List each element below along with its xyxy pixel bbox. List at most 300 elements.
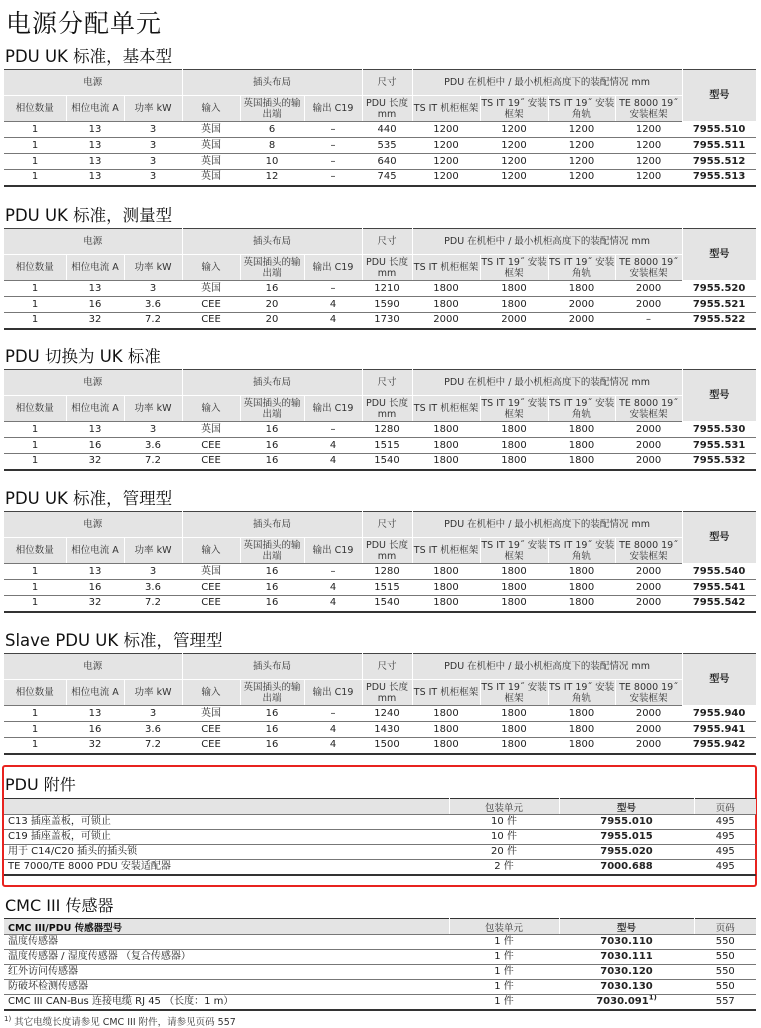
cell-ts-it-19-rail: 1800 (548, 281, 615, 297)
cell-phase-count: 1 (4, 580, 66, 596)
cell-length: 535 (362, 138, 412, 154)
accessory-page: 495 (694, 815, 756, 830)
header-plug-layout: 插头布局 (182, 654, 362, 680)
header-uk-outputs: 英国插头的输出端 (240, 680, 304, 706)
header-size: 尺寸 (362, 70, 412, 96)
header-pdu-length: PDU 长度 mm (362, 96, 412, 122)
accessory-name: 用于 C14/C20 插头的插头锁 (4, 845, 449, 860)
cell-phase-current: 13 (66, 706, 124, 722)
cell-ts-it-19-rail: 1800 (548, 580, 615, 596)
sensor-model: 7030.130 (600, 981, 653, 992)
page-title: 电源分配单元 (6, 9, 163, 38)
cell-ts-it-frame: 1200 (412, 122, 480, 138)
header-model: 型号 (682, 229, 756, 281)
header-te8000-19-frame: TE 8000 19˝ 安装框架 (615, 96, 682, 122)
accessories-header-page: 页码 (694, 799, 756, 815)
header-fit-note: PDU 在机柜中 / 最小机柜高度下的装配情况 mm (412, 70, 682, 96)
sensor-name: 温度传感器 / 湿度传感器 （复合传感器） (4, 950, 449, 965)
list-item (4, 860, 756, 876)
cell-ts-it-frame: 1800 (412, 297, 480, 313)
header-c19-outputs: 输出 C19 (304, 255, 362, 281)
header-plug-layout: 插头布局 (182, 512, 362, 538)
sensor-page: 550 (694, 950, 756, 965)
cell-uk-outputs: 16 (240, 422, 304, 438)
header-ts-it-frame: TS IT 机柜框架 (412, 96, 480, 122)
cell-length: 440 (362, 122, 412, 138)
pdu-section (4, 489, 756, 613)
cell-ts-it-19-frame: 1800 (480, 564, 548, 580)
cell-length: 1590 (362, 297, 412, 313)
cell-power: 3 (124, 706, 182, 722)
cell-length: 1210 (362, 281, 412, 297)
cell-te8000-frame: 2000 (615, 281, 682, 297)
cell-c19-outputs: – (304, 706, 362, 722)
cell-phase-count: 1 (4, 564, 66, 580)
cell-input: CEE (182, 297, 240, 313)
cell-c19-outputs: – (304, 281, 362, 297)
cell-power: 3 (124, 138, 182, 154)
header-fit-note: PDU 在机柜中 / 最小机柜高度下的装配情况 mm (412, 229, 682, 255)
cell-phase-current: 13 (66, 138, 124, 154)
table-row (4, 422, 756, 438)
cell-phase-current: 16 (66, 722, 124, 738)
list-item (4, 815, 756, 830)
cell-phase-current: 32 (88, 739, 102, 751)
accessory-name: C19 插座盖板，可锁止 (4, 830, 449, 845)
cell-phase-count: 1 (31, 171, 39, 183)
table-row (4, 706, 756, 722)
header-uk-outputs: 英国插头的输出端 (240, 96, 304, 122)
sensor-model-cell (559, 950, 694, 965)
cell-phase-count: 1 (31, 314, 39, 326)
cell-ts-it-19-frame: 1800 (501, 597, 527, 609)
cell-uk-outputs: 16 (240, 706, 304, 722)
cell-phase-count: 1 (4, 722, 66, 738)
cell-input: 英国 (182, 154, 240, 170)
cell-ts-it-19-rail: 1800 (548, 706, 615, 722)
cell-uk-outputs: 20 (240, 297, 304, 313)
cell-c19-outputs: – (304, 154, 362, 170)
header-phase-count: 相位数量 (4, 538, 66, 564)
cell-ts-it-frame: 1800 (412, 281, 480, 297)
cell-te8000-frame: 1200 (635, 171, 662, 183)
cell-ts-it-19-frame: 1200 (480, 122, 548, 138)
cell-ts-it-19-frame: 1800 (480, 580, 548, 596)
pdu-section-title: Slave PDU UK 标准，管理型 (5, 631, 223, 650)
cell-c19-outputs: – (304, 564, 362, 580)
cell-c19-outputs: 4 (304, 722, 362, 738)
cell-ts-it-frame: 1800 (412, 706, 480, 722)
list-item (4, 965, 756, 980)
footnote-text: 其它电缆长度请参见 CMC III 附件，请参见页码 557 (11, 1017, 236, 1028)
cell-phase-current: 13 (66, 422, 124, 438)
cell-model: 7955.512 (682, 154, 756, 170)
header-input: 输入 (182, 96, 240, 122)
header-size: 尺寸 (362, 654, 412, 680)
cell-power: 3.6 (124, 580, 182, 596)
cell-ts-it-19-frame: 1800 (480, 281, 548, 297)
sensor-model-footnote-mark: 1) (648, 994, 657, 1002)
cell-length: 1540 (374, 455, 400, 467)
sensor-pack: 1 件 (449, 980, 559, 995)
cell-length: 1280 (362, 422, 412, 438)
cell-power: 3 (149, 171, 157, 183)
sensor-page: 557 (694, 995, 756, 1011)
cell-input: CEE (182, 580, 240, 596)
table-row (4, 154, 756, 170)
accessory-name: TE 7000/TE 8000 PDU 安装适配器 (8, 861, 171, 872)
accessory-pack: 20 件 (449, 845, 559, 860)
cell-length: 1240 (362, 706, 412, 722)
cell-power: 3 (124, 422, 182, 438)
cell-input: 英国 (201, 171, 222, 183)
header-fit-note: PDU 在机柜中 / 最小机柜高度下的装配情况 mm (412, 512, 682, 538)
header-te8000-19-frame: TE 8000 19˝ 安装框架 (615, 680, 682, 706)
header-power: 电源 (4, 229, 182, 255)
header-model: 型号 (682, 70, 756, 122)
cell-ts-it-frame: 1800 (412, 580, 480, 596)
accessory-pack: 10 件 (449, 815, 559, 830)
cell-te8000-frame: 2000 (615, 706, 682, 722)
cell-model: 7955.511 (682, 138, 756, 154)
cell-ts-it-19-rail: 1200 (548, 122, 615, 138)
header-size: 尺寸 (362, 229, 412, 255)
cell-model: 7955.940 (682, 706, 756, 722)
cell-power: 7.2 (145, 597, 161, 609)
sensor-page: 550 (694, 980, 756, 995)
header-pdu-length: PDU 长度 mm (362, 538, 412, 564)
cell-model: 7955.542 (692, 597, 746, 609)
header-input: 输入 (182, 538, 240, 564)
table-row (4, 313, 756, 329)
cell-uk-outputs: 16 (240, 580, 304, 596)
cell-c19-outputs: 4 (329, 455, 337, 467)
pdu-header-row-columns (4, 255, 756, 281)
header-plug-layout: 插头布局 (182, 229, 362, 255)
header-plug-layout: 插头布局 (182, 370, 362, 396)
cell-input: CEE (182, 722, 240, 738)
pdu-header-row-columns (4, 396, 756, 422)
cell-ts-it-19-frame: 1200 (480, 154, 548, 170)
cell-length: 1430 (362, 722, 412, 738)
accessories-header-row (4, 799, 756, 815)
header-ts-it-frame: TS IT 机柜框架 (412, 396, 480, 422)
cell-uk-outputs: 10 (240, 154, 304, 170)
cell-te8000-frame: 2000 (615, 580, 682, 596)
cell-te8000-frame: 2000 (615, 722, 682, 738)
list-item (4, 950, 756, 965)
cell-ts-it-frame: 1800 (412, 722, 480, 738)
cell-phase-current: 13 (66, 154, 124, 170)
header-size: 尺寸 (362, 370, 412, 396)
cell-ts-it-19-rail: 1800 (568, 455, 595, 467)
cell-uk-outputs: 8 (240, 138, 304, 154)
cell-phase-count: 1 (4, 422, 66, 438)
cell-power: 3 (124, 122, 182, 138)
cell-input: 英国 (182, 564, 240, 580)
list-item (4, 845, 756, 860)
cell-ts-it-19-rail: 1800 (548, 422, 615, 438)
header-c19-outputs: 输出 C19 (304, 96, 362, 122)
cell-ts-it-19-frame: 1800 (480, 422, 548, 438)
sensor-model-cell (559, 980, 694, 995)
cell-power: 3 (124, 564, 182, 580)
header-ts-it-19-rail: TS IT 19˝ 安装角轨 (548, 97, 615, 120)
accessory-name: C13 插座盖板，可锁止 (4, 815, 449, 830)
header-input: 输入 (182, 396, 240, 422)
header-power: 电源 (4, 654, 182, 680)
cell-input: CEE (201, 739, 221, 751)
header-input: 输入 (182, 255, 240, 281)
cell-uk-outputs: 16 (265, 455, 279, 467)
cell-phase-count: 1 (31, 739, 39, 751)
header-power-kw: 功率 kW (124, 255, 182, 281)
table-row (4, 138, 756, 154)
cell-c19-outputs: – (304, 138, 362, 154)
header-ts-it-19-frame: TS IT 19˝ 安装框架 (481, 681, 547, 704)
cell-ts-it-frame: 2000 (433, 314, 459, 326)
cell-ts-it-19-frame: 1800 (501, 455, 527, 467)
cell-power: 7.2 (145, 739, 161, 751)
cell-uk-outputs: 16 (240, 281, 304, 297)
cell-te8000-frame: 1200 (615, 122, 682, 138)
cell-c19-outputs: 4 (304, 580, 362, 596)
sensor-page: 550 (694, 935, 756, 950)
cell-ts-it-19-frame: 1800 (480, 722, 548, 738)
cell-uk-outputs: 16 (265, 597, 279, 609)
cell-ts-it-19-frame: 1200 (501, 171, 527, 183)
cell-c19-outputs: 4 (329, 314, 337, 326)
cell-te8000-frame: 2000 (615, 564, 682, 580)
pdu-header-row-group (4, 70, 756, 96)
cell-input: CEE (182, 438, 240, 454)
sensors-title: CMC III 传感器 (5, 896, 114, 915)
pdu-header-row-group (4, 512, 756, 538)
pdu-table (4, 653, 756, 755)
cell-ts-it-19-rail: 1200 (548, 138, 615, 154)
cell-ts-it-19-frame: 1800 (480, 438, 548, 454)
cell-power: 7.2 (145, 455, 161, 467)
cell-te8000-frame: – (646, 314, 652, 326)
header-power-kw: 功率 kW (124, 396, 182, 422)
cell-model: 7955.941 (682, 722, 756, 738)
cell-model: 7955.540 (682, 564, 756, 580)
header-ts-it-frame: TS IT 机柜框架 (412, 680, 480, 706)
cell-model: 7955.532 (692, 455, 746, 467)
cell-ts-it-frame: 1800 (433, 739, 459, 751)
table-row (4, 738, 756, 754)
cell-ts-it-19-frame: 2000 (501, 314, 527, 326)
sensor-model-cell (559, 995, 694, 1011)
header-ts-it-19-frame: TS IT 19˝ 安装框架 (481, 256, 547, 279)
header-ts-it-19-rail: TS IT 19˝ 安装角轨 (548, 397, 615, 420)
cell-ts-it-19-rail: 1800 (568, 739, 595, 751)
accessory-model: 7955.010 (559, 815, 694, 830)
sensor-page: 550 (694, 965, 756, 980)
cell-model: 7955.513 (692, 171, 746, 183)
cell-power: 3.6 (124, 438, 182, 454)
sensor-pack: 1 件 (449, 995, 559, 1011)
pdu-table (4, 511, 756, 613)
header-phase-current: 相位电流 A (66, 96, 124, 122)
pdu-section-title: PDU UK 标准，基本型 (5, 47, 173, 66)
accessories-section (4, 775, 756, 876)
sensor-name: CMC III CAN-Bus 连接电缆 RJ 45 （长度：1 m） (8, 996, 234, 1007)
cell-phase-current: 13 (66, 281, 124, 297)
cell-ts-it-19-frame: 1800 (480, 706, 548, 722)
cell-input: CEE (201, 597, 221, 609)
pdu-header-row-group (4, 370, 756, 396)
header-phase-count: 相位数量 (4, 255, 66, 281)
header-pdu-length: PDU 长度 mm (362, 255, 412, 281)
cell-c19-outputs: 4 (304, 438, 362, 454)
cell-uk-outputs: 16 (240, 438, 304, 454)
header-phase-current: 相位电流 A (66, 255, 124, 281)
cell-uk-outputs: 12 (265, 171, 279, 183)
pdu-header-row-columns (4, 96, 756, 122)
cell-phase-count: 1 (4, 138, 66, 154)
pdu-table (4, 369, 756, 471)
cell-ts-it-frame: 1800 (412, 564, 480, 580)
accessories-header-name (4, 799, 449, 815)
cell-length: 745 (377, 171, 397, 183)
cell-phase-count: 1 (4, 706, 66, 722)
cell-input: CEE (201, 455, 221, 467)
list-item (4, 980, 756, 995)
cell-input: CEE (201, 314, 221, 326)
header-phase-count: 相位数量 (4, 680, 66, 706)
cell-length: 1500 (374, 739, 400, 751)
cell-c19-outputs: – (304, 422, 362, 438)
header-plug-layout: 插头布局 (182, 70, 362, 96)
cell-ts-it-frame: 1200 (433, 171, 459, 183)
header-size: 尺寸 (362, 512, 412, 538)
sensor-name: 红外访问传感器 (4, 965, 449, 980)
pdu-section (4, 631, 756, 755)
cell-te8000-frame: 2000 (635, 455, 662, 467)
cell-power: 3.6 (124, 297, 182, 313)
cell-phase-count: 1 (4, 122, 66, 138)
header-power-kw: 功率 kW (124, 96, 182, 122)
header-power: 电源 (4, 70, 182, 96)
accessory-page: 495 (694, 845, 756, 860)
cell-uk-outputs: 16 (240, 564, 304, 580)
cell-phase-current: 32 (88, 597, 102, 609)
header-c19-outputs: 输出 C19 (304, 396, 362, 422)
cell-input: 英国 (182, 706, 240, 722)
cell-phase-count: 1 (4, 297, 66, 313)
cell-phase-count: 1 (31, 455, 39, 467)
pdu-header-row-columns (4, 680, 756, 706)
sensor-model: 7030.111 (600, 951, 653, 962)
cell-model: 7955.531 (682, 438, 756, 454)
cell-phase-current: 32 (88, 455, 102, 467)
cell-ts-it-19-frame: 1200 (480, 138, 548, 154)
accessory-page: 495 (694, 860, 756, 876)
pdu-section (4, 347, 756, 471)
table-row (4, 170, 756, 186)
cell-model: 7955.521 (682, 297, 756, 313)
header-power-kw: 功率 kW (124, 538, 182, 564)
cell-phase-count: 1 (4, 438, 66, 454)
header-power-kw: 功率 kW (124, 680, 182, 706)
table-row (4, 596, 756, 612)
header-phase-current: 相位电流 A (66, 396, 124, 422)
accessories-header-pack: 包装单元 (449, 799, 559, 815)
cell-length: 1515 (362, 438, 412, 454)
cell-phase-current: 16 (66, 297, 124, 313)
cell-model: 7955.541 (682, 580, 756, 596)
cell-power: 3.6 (124, 722, 182, 738)
table-row (4, 122, 756, 138)
header-fit-note: PDU 在机柜中 / 最小机柜高度下的装配情况 mm (412, 654, 682, 680)
cell-uk-outputs: 16 (265, 739, 279, 751)
cell-model: 7955.520 (682, 281, 756, 297)
cell-ts-it-frame: 1800 (433, 455, 459, 467)
cell-ts-it-frame: 1800 (412, 438, 480, 454)
header-ts-it-19-rail: TS IT 19˝ 安装角轨 (548, 539, 615, 562)
header-ts-it-19-rail: TS IT 19˝ 安装角轨 (548, 681, 615, 704)
cell-c19-outputs: 4 (329, 739, 337, 751)
header-uk-outputs: 英国插头的输出端 (240, 255, 304, 281)
header-phase-count: 相位数量 (4, 96, 66, 122)
header-model: 型号 (682, 370, 756, 422)
footnote-mark: 1) (4, 1014, 12, 1023)
cell-ts-it-19-rail: 2000 (548, 297, 615, 313)
sensors-header-type: CMC III/PDU 传感器型号 (4, 919, 449, 935)
cell-ts-it-19-rail: 1800 (568, 597, 595, 609)
sensor-model-cell (559, 965, 694, 980)
pdu-section (4, 206, 756, 330)
sensors-header-row (4, 919, 756, 935)
sensors-header-model: 型号 (559, 919, 694, 935)
pdu-header-row-columns (4, 538, 756, 564)
accessories-header-model: 型号 (559, 799, 694, 815)
header-ts-it-19-frame: TS IT 19˝ 安装框架 (481, 97, 547, 120)
cell-length: 1515 (362, 580, 412, 596)
header-ts-it-frame: TS IT 机柜框架 (412, 255, 480, 281)
cell-c19-outputs: – (330, 171, 336, 183)
accessory-model: 7955.015 (559, 830, 694, 845)
table-row (4, 564, 756, 580)
header-te8000-19-frame: TE 8000 19˝ 安装框架 (615, 255, 682, 281)
header-phase-current: 相位电流 A (66, 538, 124, 564)
cell-ts-it-frame: 1200 (412, 138, 480, 154)
header-uk-outputs: 英国插头的输出端 (240, 396, 304, 422)
cell-te8000-frame: 1200 (615, 154, 682, 170)
header-power: 电源 (4, 512, 182, 538)
header-pdu-length: PDU 长度 mm (362, 680, 412, 706)
cell-input: 英国 (182, 138, 240, 154)
sensor-model-cell (559, 935, 694, 950)
header-c19-outputs: 输出 C19 (304, 680, 362, 706)
cell-phase-count: 1 (31, 597, 39, 609)
cell-te8000-frame: 2000 (615, 297, 682, 313)
cell-length: 1730 (374, 314, 400, 326)
header-fit-note: PDU 在机柜中 / 最小机柜高度下的装配情况 mm (412, 370, 682, 396)
pdu-section-title: PDU UK 标准，管理型 (5, 489, 173, 508)
cell-c19-outputs: – (304, 122, 362, 138)
cell-c19-outputs: 4 (329, 597, 337, 609)
cell-model: 7955.522 (692, 314, 746, 326)
cell-phase-current: 13 (88, 171, 102, 183)
sensors-table (4, 918, 756, 1011)
sensors-section (4, 896, 756, 1011)
sensors-header-pack: 包装单元 (449, 919, 559, 935)
cell-te8000-frame: 1200 (615, 138, 682, 154)
accessory-model: 7955.020 (559, 845, 694, 860)
cell-phase-current: 16 (66, 580, 124, 596)
